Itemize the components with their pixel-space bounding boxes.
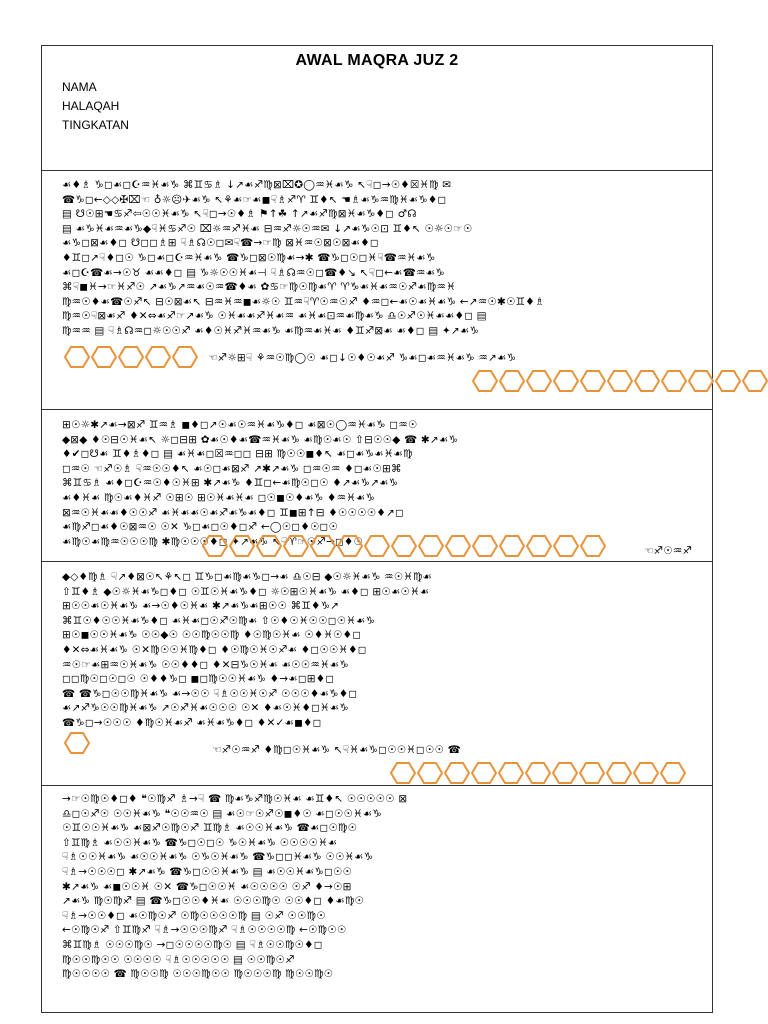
text-line: ♍♒♒ ▤ ☟♗☊♒◻☼☉☉♐ ☙♦☉♓♐♓♒☙♑ ☙♍♒☙♓☙ ♦♊♐⊠☙ ☙♦◻ ▤ ✦↗☙♑ <box>62 324 480 337</box>
field-nama: NAMA <box>62 80 97 94</box>
hexagon-marker <box>580 535 606 557</box>
text-line: →☞☉♍☉♦◻♦ ❝☉♍♐ ♗→☟ ☎ ♍☙♑♐♍☉♓☙ ☙♊♦↖ ☉☉☉☉☉ ⊠ <box>62 793 408 805</box>
hexagon-marker <box>444 762 470 784</box>
text-line: ♦✔◻☋☙ ♊♦♗♦◻ ▤ ☙♓☙◻☒♒◻◻ ⊟⊞ ♍☉☉◼♦↖ ☙◻☙♑☙♓☙♍ <box>62 448 413 461</box>
text-line: ☜♐☼⊞☟ ⚘♒☉♍◯☉ ☙◻↓☉♦☉☙♐ ♑☙◻☙♒♓☙♑ ♒↗☙♑ <box>208 352 517 364</box>
text-line: ☜♐☉♒♐ <box>644 545 693 557</box>
field-halaqah: HALAQAH <box>62 99 120 113</box>
text-line: ☙↗♐♑☉☉♍♓☙♑ ↗☉♐♓☙☉☉☉ ☉✕ ♦☙☉♓♦◻♓☙♑ <box>62 702 349 715</box>
text-line: ☟♗→☉☉♦◻ ☙☉♍☉♐ ☉♍☉☉☉☉♍ ▤ ☉♐ ☉☉♍☉ <box>62 909 326 922</box>
hexagon-marker <box>526 370 552 392</box>
text-line: ◆⊠◆ ♦☉⊟☉♓☙↖ ☼◻⊟⊞ ✿☙☉♦☙☎♒♓☙♑ ☙♍☉☙☉ ⇧⊟☉☉◆ ☎ ✱↗☙♑ <box>62 433 459 446</box>
hexagon-marker <box>634 370 660 392</box>
hexagon-marker <box>418 535 444 557</box>
hexagon-marker <box>472 370 498 392</box>
hexagon-marker <box>337 535 363 557</box>
hexagon-marker <box>498 762 524 784</box>
section-text <box>62 418 692 549</box>
maqra-section-4 <box>42 786 712 1012</box>
text-line: ♍♒☉☟⊠☙♐ ♦✕⇔☙♐☞↗☙♑ ☉♓☙☙♐♓☙♒ ☙♓☙⊡♒☙♍☙♑ ♎☉♐☉♓☙☙♦◻ ▤ <box>62 310 487 323</box>
maqra-section-3 <box>42 562 712 786</box>
student-fields <box>62 78 129 135</box>
text-line: ⌘♊☉♦☉☉♓☙♑♦◻ ☙♓☙◻☉♐☉♍☙ ⇧☉♦☉♓☉☉◻☉♓☙♑ <box>62 614 376 627</box>
hexagon-marker <box>580 370 606 392</box>
text-line: ▤ ☋☉⊞☚♋♐⇦☉☉♓☙♑ ↖☟◻→☉♦♗ ⚑↑☘ ↑↗☙♐♍⊠♓☙♑♦◻ ♂☊ <box>62 208 417 221</box>
hexagon-marker <box>660 762 686 784</box>
hexagon-marker <box>472 535 498 557</box>
text-line: ☟♗→☉☉☉◻ ✱↗☙♑ ☎♑◻☉☉♓☙♑ ▤ ☙☉☉♓☙♑◻☉☉ <box>62 865 353 878</box>
text-line: ☙♍♐◻☙♦☉⊠♒☉ ☉✕ ♑◻☙◻☉♦◻♐ ←◯☉◻♦☉◻☉ <box>62 521 339 534</box>
maqra-section-1 <box>42 170 712 410</box>
text-line: ♒☉☞☙⊞♒☉♓☙♑ ☉☉♦♦◻ ♦✕⊟♑☉♓☙ ☙☉☉♒♓☙♑ <box>62 658 349 671</box>
hexagon-marker <box>553 370 579 392</box>
text-line: ☜♐☉♒♐ ♦♍◻☉♓☙♑ ↖☟♓☙♑◻☉☉♓◻☉☉ ☎ <box>212 744 461 756</box>
hexagon-marker <box>364 535 390 557</box>
text-line: ☎ ☎♑◻☉☉♍♓☙♑ ☙→☉☉ ☟♗☉☉♓☉♐ ☉☉☉♦☙♑♦◻ <box>62 687 358 700</box>
text-line: ♍☉☉♍☉☉ ☉☉☉☉ ☟♗☉☉☉☉☉ ▤ ☉☉♍☉♐ <box>62 953 295 966</box>
hexagon-marker <box>525 762 551 784</box>
hexagon-marker <box>417 762 443 784</box>
text-line: ☙◻☪☎☙→☉♉ ☙☙♦◻ ▤ ♑☼☉☉♓☙⊣ ☟♗☊♒☉◻☎♦↘ ↖☟◻←☙☎♒☙♑ <box>62 266 445 279</box>
hexagon-marker <box>633 762 659 784</box>
text-line: ←☉♍☉♐ ⇧♊♍♐ ☟♗→☉☉☉♍♐ ☟♗☉☉☉☉♍ ←☉♍☉☉ <box>62 924 347 937</box>
hexagon-marker <box>390 762 416 784</box>
text-line: ☉♊☉☉♓☙♑ ☙⊠♐☉♍☉♐ ♊♍♗ ☙☉☉♓☙♑ ☎☙◻☉♍☉ <box>62 822 358 835</box>
text-line: ⊞☉☉☙☉♓☙♑ ☙→☉♦☉♓☙ ✱↗☙♑☙⊞☉☉ ⌘♊♦♑↗ <box>62 600 340 613</box>
hexagon-marker <box>91 346 117 368</box>
hexagon-marker <box>64 346 90 368</box>
text-line: ☎♑◻←◇◇✠⌧☜ ♁☼☹✈☙♑ ↖⚘☙☞☙◼☟♗♐♈ ♊♦↖ ☚♗☙♑♒♍♓☙♑♦◻ <box>62 193 447 206</box>
hexagon-marker <box>310 535 336 557</box>
text-line: ☎♑◻→☉☉☉ ♦♍☉♓☙♐ ☙♓☙♑♦◻ ♦✕✓☙◼♦◻ <box>62 716 322 729</box>
text-line: ☙♦♓☙ ♍☉☙♦♓♐ ☉⊞☉ ⊞☉♓☙♓☙ ◻☉◼☉♦☙♑ ♦♒♓☙♑ <box>62 491 376 504</box>
hexagon-marker <box>526 535 552 557</box>
text-line: ✱↗☙♑ ☙◼☉☉♓ ☉✕ ☎♑◻☉☉♓ ☙☉☉☉☉ ☉♐ ♦→☉⊞ <box>62 880 352 893</box>
text-line: ☙♦♗ ♑◻☙◻☪♒♓☙♑ ⌘♊♋♗ ↓↗☙♐♍⊠⌧✪◯♒♓☙♑ ↖☟◻→☉♦☒♓♍ ✉ <box>62 179 452 191</box>
text-line: ☙♍☉☙♍♒☉☉☉♍ ✱♍☉☉☉♦◻ ✦↗☙♑ ↖☟♈☞☉♐→◻♦☉ <box>62 535 364 548</box>
hexagon-marker <box>202 535 228 557</box>
text-line: ⌘♊♍♗ ☉☉☉♍☉ →◻☉☉☉☉♍☉ ▤ ☟♗☉☉♍☉♦◻ <box>62 938 323 951</box>
hexagon-marker <box>688 370 714 392</box>
text-line: ♍☉☉☉☉ ☎ ♍☉☉♍ ☉☉☉♍☉☉ ♍☉☉☉♍ ♍☉☉♍☉ <box>62 968 334 981</box>
hexagon-marker <box>229 535 255 557</box>
text-line: ♍♒☉♦☙☎☉♐↖ ⊟☉⊠☙↖ ⊟♒♓♒◼☙☼☉ ♊♒☟♈☉♒☉♐ ♦♒◻←☙☉☙♓☙♑ ←↗♒☉✱☉♊♦♗ <box>62 295 545 308</box>
hexagon-marker <box>256 535 282 557</box>
hexagon-marker <box>118 346 144 368</box>
hexagon-marker <box>607 370 633 392</box>
text-line: ⌘♊♋♗ ☙♦◻☪♒☉♦☉♓⊞ ✱↗☙♑ ♦♊◻←☙♍☉◻☉ ♦↗☙♑↗☙♑ <box>62 477 399 490</box>
hexagon-marker <box>742 370 768 392</box>
text-line: ⇧♊♍♗ ☙☉☉♓☙♑ ☎♑◻☉◻☉ ♑☉♓☙♑ ☉☉☉☉♓☙ <box>62 836 338 849</box>
hexagon-marker <box>661 370 687 392</box>
hexagon-marker <box>172 346 198 368</box>
section-text <box>62 792 692 982</box>
hexagon-marker <box>579 762 605 784</box>
text-line: ☙♑◻⊠☙♦◻ ☋◻◻♗⊞ ☟♗☊☉◻✉☟☎→☞♍ ⊠♓♒☉⊠☉⊠☙♦◻ <box>62 237 379 250</box>
hexagon-row-top <box>64 346 198 368</box>
field-tingkatan: TINGKATAN <box>62 118 129 132</box>
hexagon-marker <box>283 535 309 557</box>
text-line: ♎◻☉♐☉ ☉☉♓☙♑ ❝☉☉♒☉ ▤ ☙☉☞☉♐☉◼♦☉ ☙◻☉☉♓☙♑ <box>62 807 382 820</box>
text-line: ▤ ☙♑♓☙♒☙♑◆☟♓♋♐☉ ⌧☼♒♐♓☙ ⊟♒♐☼☉♒✉ ↓↗☙♑☉⊡ ♊♦↖ ☉☼☉☞☉ <box>62 222 473 235</box>
worksheet <box>41 45 713 1013</box>
hexagon-marker <box>145 346 171 368</box>
hexagon-marker <box>499 535 525 557</box>
hexagon-marker <box>606 762 632 784</box>
hexagon-marker <box>715 370 741 392</box>
text-line: ☟♗☉☉♓☙♑ ☙☉☉♓☙♑ ☉♑☉♓☙♑ ☎♑◻◻♓☙♑ ☉☉♓☙♑ <box>62 851 374 864</box>
hexagon-marker <box>499 370 525 392</box>
section-text <box>62 178 692 339</box>
hexagon-marker <box>64 732 90 754</box>
page-title: AWAL MAQRA JUZ 2 <box>295 52 459 69</box>
maqra-section-2 <box>42 410 712 562</box>
hexagon-row <box>202 535 606 557</box>
text-line: ◻♒☉ ☜♐☉♗ ☟♒☉☉♦↖ ☙☉◻☙⊠♐ ↗✱↗☙♑ ◻♒☉♒ ♦◻☙☉⊞⌘ <box>62 462 402 475</box>
text-line: ♦✕⇔☙♓☙♑ ☉✕♍☉☉♓♍♦◻ ♦☉♍☉♓☉♐☙ ♦◻☉☉♓♦◻ <box>62 643 367 656</box>
text-line: ⊞☉◼☉☉♓☙♑ ☉☉◆☉ ☉☉♍☉☉♍ ♦☉♍☉♓☙ ☉♦♓☉♦◻ <box>62 629 362 642</box>
hexagon-marker <box>552 762 578 784</box>
hexagon-row-bottom <box>472 370 768 392</box>
text-line: ⇧♊♦♗ ◆☉☼♓☙♑◻♦◻ ☉♊☉♓☙♑♦◻ ☼☉⊞☉♓☙♑ ☙♦◻ ⊞☉☙☉♓☙ <box>62 585 430 598</box>
text-line: ⌘☟◼♓→☞♓♐☉ ↗☙♑↗♒☙☉♒☎♦☙ ✿♋☞♍☉♍☙♈ ♈♑☙♓☙♒☉♐☙♍♒♓ <box>62 281 456 294</box>
text-line: ↗☙♑ ♍☉♍♐ ▤ ☎♑◻☉☉♦♓☙ ☉☉☉♍☉ ☉☉♦◻ ♦☙♍☉ <box>62 895 365 908</box>
header-block <box>42 46 712 171</box>
text-line: ◻◻♍☉◻☉◻☉ ☉♦♦♑◻ ◼◻♍☉☉♓☙♑ ♦→☙◻⊞♦◻ <box>62 673 335 686</box>
hexagon-row-bottom <box>390 762 686 784</box>
hexagon-row-left <box>64 732 90 754</box>
text-line: ⊞☉☼✱↗☙→⊠♐ ♊♒♗ ◼♦◻↗☉☙☉♒♓☙♑♦◻ ☙⊠☉◯♒♓☙♑ ◻♒☉ <box>62 419 418 431</box>
text-line: ♦♊◻↗☟♦◻☉ ♑◻☙◻☪♒♓☙♑ ☎♑◻⊠☉♍☙→✱ ☎♑◻☉◻♓☟☎♒♓☙♑ <box>62 251 436 264</box>
hexagon-marker <box>553 535 579 557</box>
hexagon-marker <box>391 535 417 557</box>
text-line: ◆◇♦♍♗ ☟↗♦⊠☉↖⚘↖◻ ♊♑◻☙♍☙♑◻→☙ ♎☉⊟ ◆☉☼♓☙♑ ♒☉♓♍☙ <box>62 571 433 583</box>
section-text <box>62 570 692 731</box>
hexagon-marker <box>471 762 497 784</box>
hexagon-marker <box>445 535 471 557</box>
text-line: ⊠♒☉♓☙☙♦☉☉♐ ☙♓☙☙☉☙♐☙♑☙♦◻ ♊◼⊞↑⊟ ♦☉☉☉☉♦↗◻ <box>62 506 404 519</box>
